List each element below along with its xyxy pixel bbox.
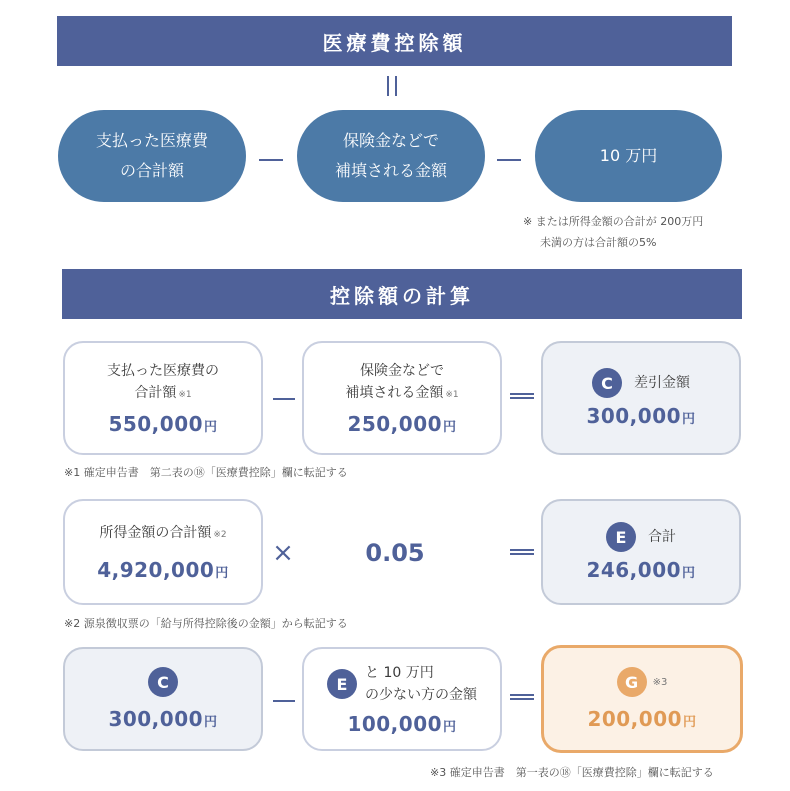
pill-text-line1: 保険金などで bbox=[342, 131, 439, 150]
box-head bbox=[327, 662, 477, 706]
footnote-marker: ※1 bbox=[445, 390, 459, 400]
pill-text-line2: の合計額 bbox=[119, 161, 184, 180]
amount: 250,000 bbox=[347, 412, 443, 436]
box-label: 合計 bbox=[648, 529, 676, 545]
pill-text-line1: 支払った医療費 bbox=[95, 131, 208, 150]
badge-c: C bbox=[592, 368, 622, 398]
minus-sign bbox=[259, 159, 283, 161]
pill-total-medical-expense bbox=[58, 110, 246, 202]
formula-note-line2: 未満の方は合計額の5% bbox=[540, 236, 657, 249]
footnote-3: ※3 確定申告書 第一表の⑱「医療費控除」欄に転記する bbox=[430, 766, 714, 779]
unit: 円 bbox=[682, 566, 696, 581]
amount: 100,000 bbox=[347, 712, 443, 736]
formula-note-line1: ※ または所得金額の合計が 200万円 bbox=[523, 215, 704, 228]
unit: 円 bbox=[682, 412, 696, 427]
box-value bbox=[586, 558, 695, 582]
box-head bbox=[617, 667, 668, 697]
pill-text-line2: 補填される金額 bbox=[334, 161, 447, 180]
unit: 円 bbox=[683, 715, 697, 730]
box-label-line1: と 10 万円 bbox=[365, 665, 434, 681]
rate-value: 0.05 bbox=[365, 539, 425, 567]
multiply-sign: × bbox=[272, 538, 294, 568]
box-value bbox=[108, 707, 217, 731]
box-label-line2: の少ない方の金額 bbox=[365, 687, 477, 703]
box-total-medical-expense bbox=[63, 341, 263, 455]
amount: 246,000 bbox=[586, 558, 682, 582]
box-deduction-result-g bbox=[541, 645, 743, 753]
box-value bbox=[586, 404, 695, 428]
unit: 円 bbox=[204, 715, 218, 730]
footnote-marker: ※2 bbox=[213, 530, 227, 540]
box-label-text: 合計額 bbox=[134, 385, 177, 401]
footnote-1: ※1 確定申告書 第二表の⑱「医療費控除」欄に転記する bbox=[64, 466, 348, 479]
pill-text-line1: 10 万円 bbox=[599, 146, 658, 165]
header-title: 医療費控除額 bbox=[322, 30, 467, 55]
box-difference-amount bbox=[541, 341, 741, 455]
badge-c: C bbox=[148, 667, 178, 697]
minus-sign bbox=[273, 398, 295, 400]
box-total-e bbox=[541, 499, 741, 605]
box-value bbox=[347, 712, 456, 736]
box-smaller-amount bbox=[302, 647, 502, 751]
box-label-line2 bbox=[345, 382, 458, 406]
amount: 300,000 bbox=[108, 707, 204, 731]
box-value bbox=[108, 412, 217, 436]
box-value bbox=[347, 412, 456, 436]
amount: 4,920,000 bbox=[97, 558, 215, 582]
unit: 円 bbox=[204, 420, 218, 435]
footnote-marker: ※3 bbox=[652, 676, 668, 688]
amount: 550,000 bbox=[108, 412, 204, 436]
box-c-amount bbox=[63, 647, 263, 751]
equals-sign bbox=[510, 393, 534, 399]
unit: 円 bbox=[443, 420, 457, 435]
equals-sign bbox=[510, 694, 534, 700]
box-label bbox=[99, 522, 226, 546]
box-label-text: 所得金額の合計額 bbox=[99, 525, 212, 541]
box-label-group bbox=[365, 662, 477, 706]
pill-100k-yen bbox=[535, 110, 722, 202]
minus-sign bbox=[497, 159, 521, 161]
equals-sign bbox=[510, 549, 534, 555]
unit: 円 bbox=[215, 566, 229, 581]
badge-e: E bbox=[327, 669, 357, 699]
box-label-line1: 保険金などで bbox=[360, 363, 444, 379]
amount: 300,000 bbox=[586, 404, 682, 428]
footnote-marker: ※1 bbox=[178, 390, 192, 400]
box-label: 差引金額 bbox=[634, 375, 690, 391]
box-value bbox=[587, 707, 696, 731]
footnote-2: ※2 源泉徴収票の「給与所得控除後の金額」から転記する bbox=[64, 617, 348, 630]
minus-sign bbox=[273, 700, 295, 702]
box-label-line1: 支払った医療費の bbox=[107, 363, 219, 379]
box-head bbox=[606, 522, 676, 552]
box-label-line2 bbox=[134, 382, 191, 406]
badge-g: G bbox=[617, 667, 647, 697]
box-total-income bbox=[63, 499, 263, 605]
pill-insurance-reimbursement bbox=[297, 110, 485, 202]
equals-vertical bbox=[387, 76, 397, 96]
box-head bbox=[592, 368, 690, 398]
header-title: 控除額の計算 bbox=[330, 283, 474, 308]
box-insurance-reimbursement bbox=[302, 341, 502, 455]
badge-e: E bbox=[606, 522, 636, 552]
amount: 200,000 bbox=[587, 707, 683, 731]
box-label-text: 補填される金額 bbox=[345, 385, 444, 401]
unit: 円 bbox=[443, 720, 457, 735]
box-value bbox=[97, 558, 229, 582]
header-medical-deduction bbox=[57, 16, 732, 66]
header-deduction-calculation bbox=[62, 269, 742, 319]
